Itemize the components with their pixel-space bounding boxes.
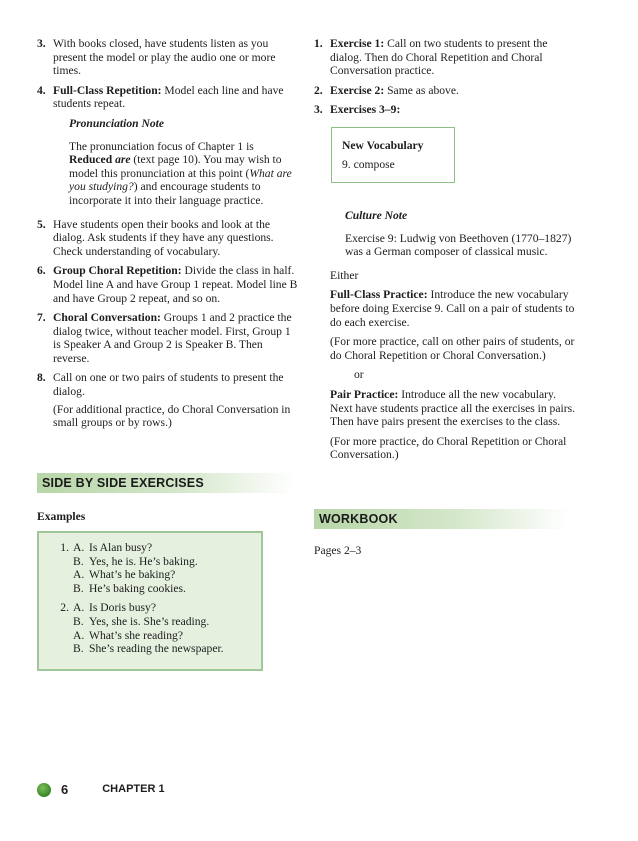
new-vocabulary-box [331,127,455,183]
example-text: She’s reading the newspaper. [89,642,224,656]
note-bold-italic: are [115,153,131,167]
example-text: Yes, she is. She’s reading. [89,614,210,628]
culture-note [345,209,576,259]
example-number [39,582,73,596]
example-line [39,541,261,555]
step-number: 5. [37,217,46,231]
full-class-practice-label: Full-Class Practice: [330,288,428,302]
workbook-pages: Pages 2–3 [314,544,362,557]
step-label: Exercises 3–9: [330,103,401,117]
step-4 [37,84,299,111]
example-text: What’s he baking? [89,568,176,582]
example-text: He’s baking cookies. [89,581,186,595]
examples-box [37,531,263,671]
chapter-label: CHAPTER 1 [102,783,165,796]
pair-practice-extra: (For more practice, do Choral Repetition or Choral Conversation.) [330,434,567,462]
speaker: B. [73,581,84,595]
side-by-side-exercises-banner: SIDE BY SIDE EXERCISES [37,473,294,493]
step-7 [37,311,299,365]
speaker: A. [73,601,85,615]
step-number: 3. [37,37,46,50]
step-text [53,264,299,305]
examples-heading: Examples [37,510,86,523]
page-number: 6 [61,782,69,798]
left-column [37,37,299,436]
step-body: Model each line and have students repeat. [53,83,284,111]
example-number [39,615,73,629]
speaker: B. [73,554,84,568]
culture-note-title: Culture Note [345,208,408,222]
step-body: Divide the class in half. Model line A and have Group 1 repeat. Model line B and have Group 2 repeat, and so on. [53,264,298,305]
speaker: A. [73,541,85,554]
vocabulary-item: 9. compose [342,157,395,171]
step-label: Group Choral Repetition: [53,264,182,278]
note-bold: Reduced [69,153,116,167]
exercise-step-2 [314,84,576,98]
full-class-practice [330,288,576,329]
example-text: Is Doris busy? [89,601,156,615]
step-8-extra: (For additional practice, do Choral Conversation in small groups or by rows.) [53,402,291,430]
example-line [39,555,261,569]
green-dot-icon [37,783,51,797]
exercise-step-3 [314,103,576,117]
step-number: 1. [314,37,323,50]
step-number: 8. [37,371,46,385]
step-5 [37,218,299,259]
either-text: Either [330,268,359,282]
step-text [330,37,576,78]
speaker: A. [73,568,85,582]
exercise-step-1 [314,37,576,78]
example-number: 2. [60,601,69,615]
step-body: Same as above. [384,83,459,97]
note-italic: What are you studying? [69,166,292,194]
example-line [39,582,261,596]
example-text: Is Alan busy? [89,541,153,554]
speaker: B. [73,614,84,628]
or-text: or [354,368,364,382]
example-line [39,642,261,656]
pronunciation-note-title: Pronunciation Note [69,116,165,130]
step-text [53,84,299,111]
example-line [39,568,261,582]
pair-practice-text: Introduce all the new vocabulary. Next have students practice all the exercises in pairs. Then have pairs present the exercises to the class. [330,387,575,429]
example-number [39,629,73,643]
step-label: Choral Conversation: [53,311,161,325]
new-vocabulary-title: New Vocabulary [342,139,424,152]
example-text: Yes, he is. He’s baking. [89,554,198,568]
pair-practice [330,388,576,429]
step-8 [37,371,299,398]
example-line [39,615,261,629]
example-number [39,555,73,569]
example-number [39,568,73,582]
step-text: With books closed, have students listen as you present the model or play the audio one or more times. [53,37,276,78]
example-line [39,629,261,643]
step-label: Full-Class Repetition: [53,83,162,97]
example-number: 1. [60,541,69,554]
speaker: A. [73,628,85,642]
note-text: (text page 10). You may wish to model this pronunciation at this point ( [69,153,282,180]
step-label: Exercise 1: [330,37,385,50]
step-number: 6. [37,264,46,278]
speaker: B. [73,642,84,656]
step-body: Groups 1 and 2 practice the dialog twice, without teacher model. First, Group 1 is Speaker A and Group 2 is Speaker B. Then reverse. [53,311,292,365]
page-footer [37,783,165,797]
pronunciation-note-body [69,140,299,208]
workbook-banner: WORKBOOK [314,509,569,529]
step-text: Have students open their books and look at the dialog. Ask students if they have any questions. Check understanding of vocabulary. [53,217,274,258]
step-text [53,311,299,365]
step-label: Exercise 2: [330,83,385,97]
example-number [39,642,73,656]
step-body: Call on two students to present the dialog. Then do Choral Repetition and Choral Conversation practice. [330,37,548,78]
step-text [330,103,576,117]
step-text [330,84,576,98]
full-class-practice-extra: (For more practice, call on other pairs of students, or do Choral Repetition or Choral Conversation.) [330,335,575,362]
example-line [39,601,261,615]
step-number: 7. [37,311,46,325]
note-text: ) and encourage students to incorporate it into their language practice. [69,180,264,207]
pair-practice-label: Pair Practice: [330,387,399,401]
step-number: 3. [314,103,323,117]
step-number: 2. [314,83,323,97]
example-text: What’s she reading? [89,628,184,642]
step-text: Call on one or two pairs of students to present the dialog. [53,371,284,399]
step-number: 4. [37,83,46,97]
pronunciation-note [69,117,299,208]
culture-note-body: Exercise 9: Ludwig von Beethoven (1770–1827) was a German composer of classical music. [345,231,572,259]
note-text: The pronunciation focus of Chapter 1 is [69,139,254,153]
step-6 [37,264,299,305]
step-3 [37,37,299,78]
full-class-practice-text: Introduce the new vocabulary before doing Exercise 9. Call on a pair of students to do each exercise. [330,288,575,329]
right-column [314,37,576,468]
